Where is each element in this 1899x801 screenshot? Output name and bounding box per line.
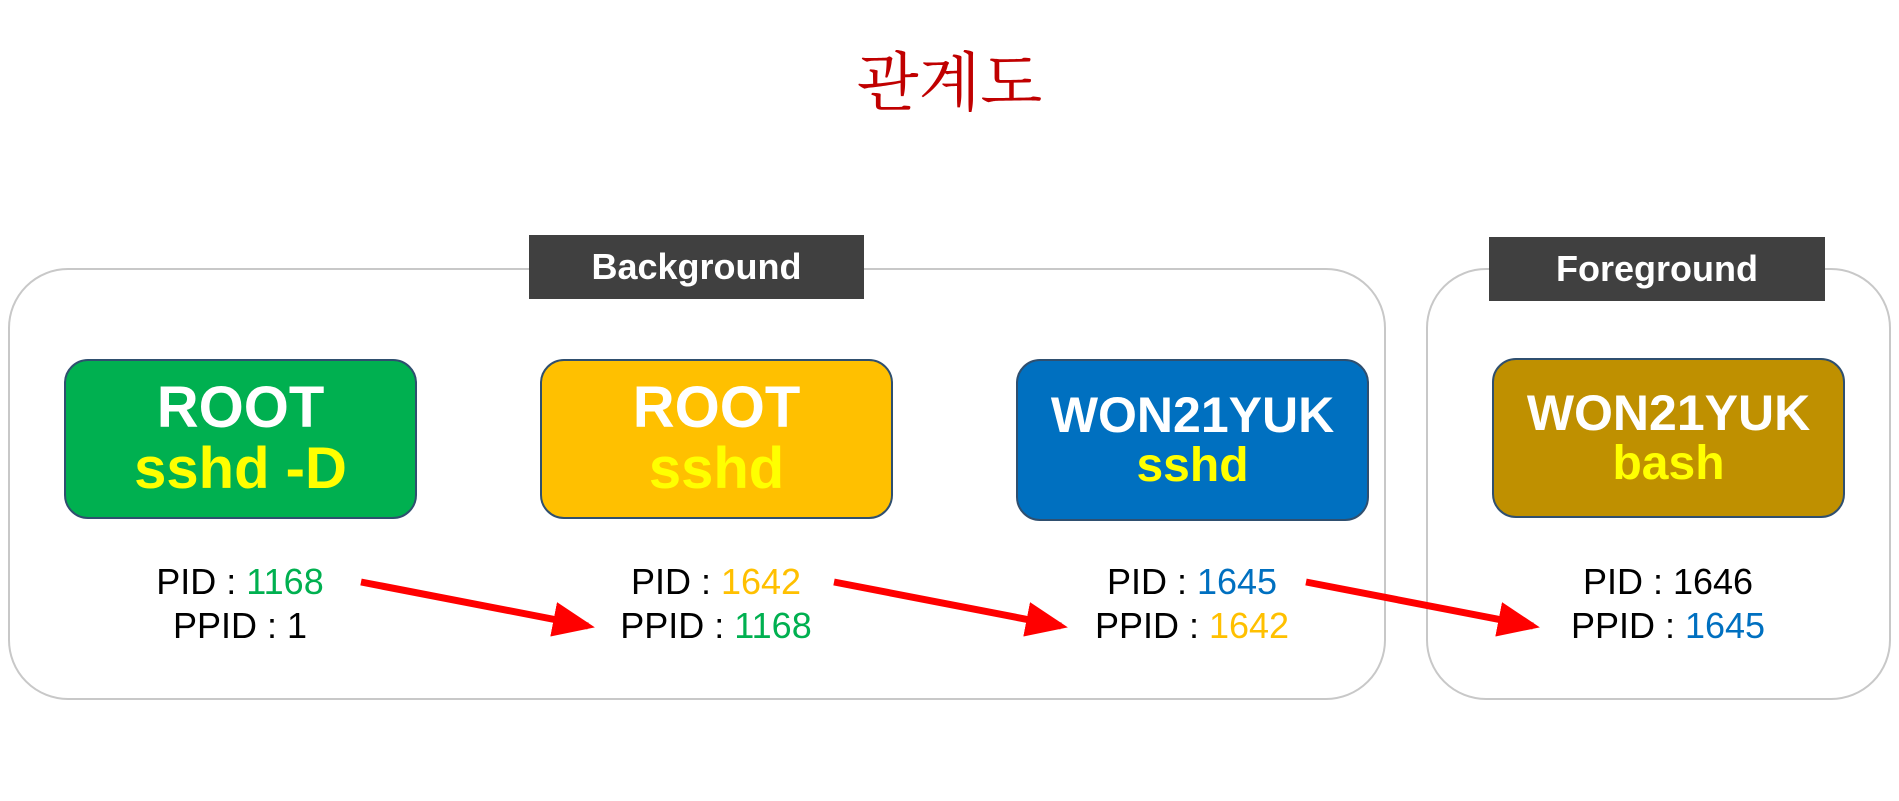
foreground-label: Foreground	[1489, 237, 1825, 301]
process-command: bash	[1612, 437, 1725, 491]
arrow-1642-to-1645	[834, 582, 1061, 626]
process-user: ROOT	[632, 375, 801, 441]
arrow-1645-to-1646	[1306, 582, 1533, 626]
process-user: WON21YUK	[1526, 384, 1811, 441]
pid-label: PID :	[156, 561, 247, 602]
ppid-label: PPID :	[1094, 605, 1209, 646]
arrow-1168-to-1642	[361, 582, 588, 626]
ppid-value: 1168	[734, 605, 812, 646]
ppid-value: 1645	[1684, 605, 1766, 646]
ppid-label: PPID :	[1570, 605, 1685, 646]
pid-value: 1168	[246, 561, 324, 602]
background-label: Background	[529, 235, 864, 299]
process-command: sshd	[1136, 439, 1249, 493]
process-user: ROOT	[156, 375, 325, 441]
diagram-title: 관계도	[856, 47, 1043, 121]
ppid-value: 1	[287, 605, 308, 646]
pid-value: 1645	[1196, 561, 1278, 602]
process-command: sshd	[648, 436, 785, 501]
ppid-value: 1642	[1208, 605, 1290, 646]
pid-label: PID :	[1106, 561, 1197, 602]
process-user: WON21YUK	[1050, 386, 1335, 443]
ppid-label: PPID :	[620, 605, 735, 646]
pid-label: PID :	[630, 561, 721, 602]
pid-value: 1642	[720, 561, 802, 602]
ppid-label: PPID :	[172, 605, 287, 646]
process-command: sshd -D	[134, 436, 347, 501]
pid-label: PID :	[1582, 561, 1673, 602]
pid-value: 1646	[1672, 561, 1754, 602]
